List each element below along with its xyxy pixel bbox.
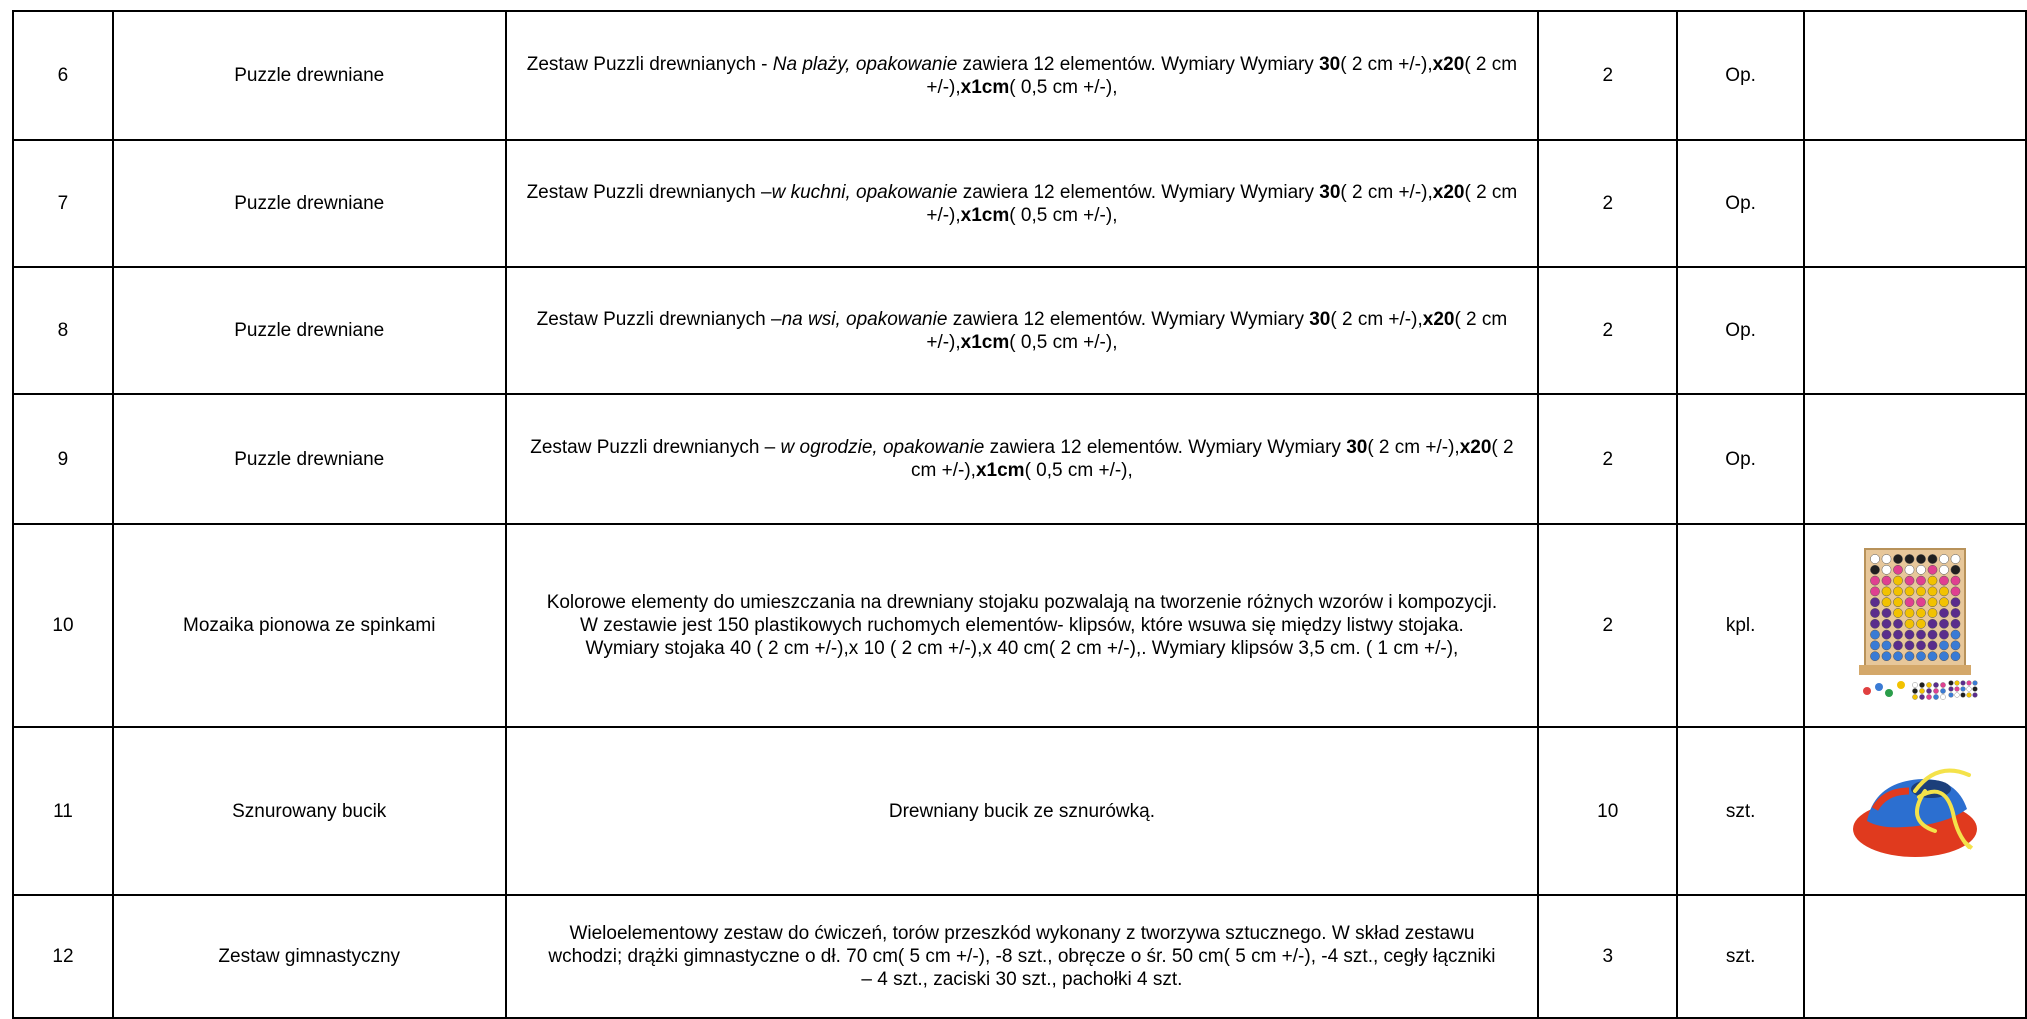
row-number-cell: 7 xyxy=(13,140,113,267)
product-name-cell: Puzzle drewniane xyxy=(113,140,506,267)
table-row xyxy=(13,11,2026,140)
row-number-cell: 8 xyxy=(13,267,113,394)
row-number-cell: 9 xyxy=(13,394,113,524)
description-segment: Zestaw Puzzli drewnianych – xyxy=(530,437,781,458)
description-segment: zawiera 12 elementów. Wymiary Wymiary xyxy=(957,181,1320,203)
description-text xyxy=(542,922,1502,991)
image-cell xyxy=(1804,394,2026,524)
image-cell xyxy=(1804,895,2026,1018)
unit-cell: Op. xyxy=(1677,267,1804,394)
row-number-cell: 11 xyxy=(13,727,113,895)
description-segment: ( 2 cm +/-), xyxy=(911,437,1514,481)
description-segment: 30 xyxy=(1319,53,1341,75)
description-segment: ( 0,5 cm +/-), xyxy=(1009,331,1118,353)
description-segment: ( 2 cm +/-), xyxy=(926,53,1518,98)
description-segment: 30 xyxy=(1346,437,1368,458)
table-row xyxy=(13,140,2026,267)
description-segment: Zestaw Puzzli drewnianych – xyxy=(526,181,772,203)
description-segment: x1cm xyxy=(975,460,1025,481)
description-segment: Zestaw Puzzli drewnianych – xyxy=(536,308,782,330)
description-segment: x20 xyxy=(1459,437,1492,458)
description-segment: Na plaży, opakowanie xyxy=(772,53,958,75)
description-text xyxy=(542,800,1502,823)
unit-cell: Op. xyxy=(1677,140,1804,267)
description-text xyxy=(542,591,1502,660)
description-segment: zawiera 12 elementów. Wymiary Wymiary xyxy=(957,53,1320,75)
description-segment: zawiera 12 elementów. Wymiary Wymiary xyxy=(947,308,1310,330)
table-row xyxy=(13,727,2026,895)
quantity-cell: 2 xyxy=(1538,394,1677,524)
description-segment: ( 0,5 cm +/-), xyxy=(1024,460,1133,481)
unit-cell: szt. xyxy=(1677,727,1804,895)
description-segment: ( 0,5 cm +/-), xyxy=(1009,204,1118,226)
product-name-cell: Puzzle drewniane xyxy=(113,394,506,524)
description-segment: x20 xyxy=(1422,308,1455,330)
description-segment: zawiera 12 elementów. Wymiary Wymiary xyxy=(984,437,1347,458)
unit-cell: Op. xyxy=(1677,394,1804,524)
table-row xyxy=(13,267,2026,394)
product-name-cell: Puzzle drewniane xyxy=(113,11,506,140)
description-segment: ( 2 cm +/-), xyxy=(1330,308,1423,330)
description-cell xyxy=(506,524,1539,727)
description-segment: x1cm xyxy=(960,76,1010,98)
table-row xyxy=(13,524,2026,727)
unit-cell: Op. xyxy=(1677,11,1804,140)
description-cell xyxy=(506,140,1539,267)
description-segment: ( 2 cm +/-), xyxy=(1340,53,1433,75)
description-segment: Drewniany bucik ze sznurówką. xyxy=(888,800,1155,822)
image-cell xyxy=(1804,140,2026,267)
row-number-cell: 10 xyxy=(13,524,113,727)
image-cell xyxy=(1804,524,2026,727)
description-segment: Zestaw Puzzli drewnianych - xyxy=(526,53,773,75)
description-segment: ( 2 cm +/-), xyxy=(1340,181,1433,203)
description-segment: x1cm xyxy=(960,331,1010,353)
description-segment: 30 xyxy=(1319,181,1341,203)
unit-cell: szt. xyxy=(1677,895,1804,1018)
mosaic-image xyxy=(1845,541,1985,711)
order-table xyxy=(12,10,2027,1019)
quantity-cell: 2 xyxy=(1538,11,1677,140)
table-row xyxy=(13,895,2026,1018)
product-name-cell: Mozaika pionowa ze spinkami xyxy=(113,524,506,727)
image-cell xyxy=(1804,11,2026,140)
description-cell xyxy=(506,11,1539,140)
description-segment: 30 xyxy=(1309,308,1331,330)
image-cell xyxy=(1804,727,2026,895)
quantity-cell: 3 xyxy=(1538,895,1677,1018)
description-segment: Wieloelementowy zestaw do ćwiczeń, torów przeszkód wykonany z tworzywa sztucznego. W skład zestawu wchodzi; drążki gimnastyczne o dł. 70 cm( 5 cm +/-), -8 szt., obręcze o śr. 50 cm( 5 cm +/-), -4 szt., cegły łączniki – 4 szt., zaciski 30 szt., pachołki 4 szt. xyxy=(548,923,1496,990)
product-name-cell: Zestaw gimnastyczny xyxy=(113,895,506,1018)
quantity-cell: 10 xyxy=(1538,727,1677,895)
product-name-cell: Puzzle drewniane xyxy=(113,267,506,394)
shoe-image xyxy=(1845,751,1985,871)
quantity-cell: 2 xyxy=(1538,140,1677,267)
description-text xyxy=(517,436,1527,482)
description-segment: x1cm xyxy=(960,204,1010,226)
unit-cell: kpl. xyxy=(1677,524,1804,727)
description-segment: x20 xyxy=(1432,181,1465,203)
description-segment: ( 2 cm +/-), xyxy=(1367,437,1460,458)
description-text xyxy=(517,53,1527,99)
row-number-cell: 12 xyxy=(13,895,113,1018)
description-segment: na wsi, opakowanie xyxy=(781,308,948,330)
row-number-cell: 6 xyxy=(13,11,113,140)
description-segment: w ogrodzie, opakowanie xyxy=(780,437,985,458)
description-segment: ( 2 cm +/-), xyxy=(926,308,1508,353)
product-name-cell: Sznurowany bucik xyxy=(113,727,506,895)
description-cell xyxy=(506,267,1539,394)
description-text xyxy=(517,181,1527,227)
table-row xyxy=(13,394,2026,524)
description-cell xyxy=(506,895,1539,1018)
description-segment: Kolorowe elementy do umieszczania na drewniany stojaku pozwalają na tworzenie różnych wzorów i kompozycji. W zestawie jest 150 plastikowych ruchomych elementów- klipsów, które wsuwa się między listwy stojaka. Wymiary stojaka 40 ( 2 cm +/-),x 10 ( 2 cm +/-),x 40 cm( 2 cm +/-),. Wymiary klipsów 3,5 cm. ( 1 cm +/-), xyxy=(546,592,1498,659)
description-text xyxy=(517,308,1527,354)
description-segment: x20 xyxy=(1432,53,1465,75)
quantity-cell: 2 xyxy=(1538,524,1677,727)
image-cell xyxy=(1804,267,2026,394)
description-segment: ( 0,5 cm +/-), xyxy=(1009,76,1118,98)
description-segment: w kuchni, opakowanie xyxy=(771,181,958,203)
quantity-cell: 2 xyxy=(1538,267,1677,394)
description-segment: ( 2 cm +/-), xyxy=(926,181,1518,226)
description-cell xyxy=(506,727,1539,895)
description-cell xyxy=(506,394,1539,524)
